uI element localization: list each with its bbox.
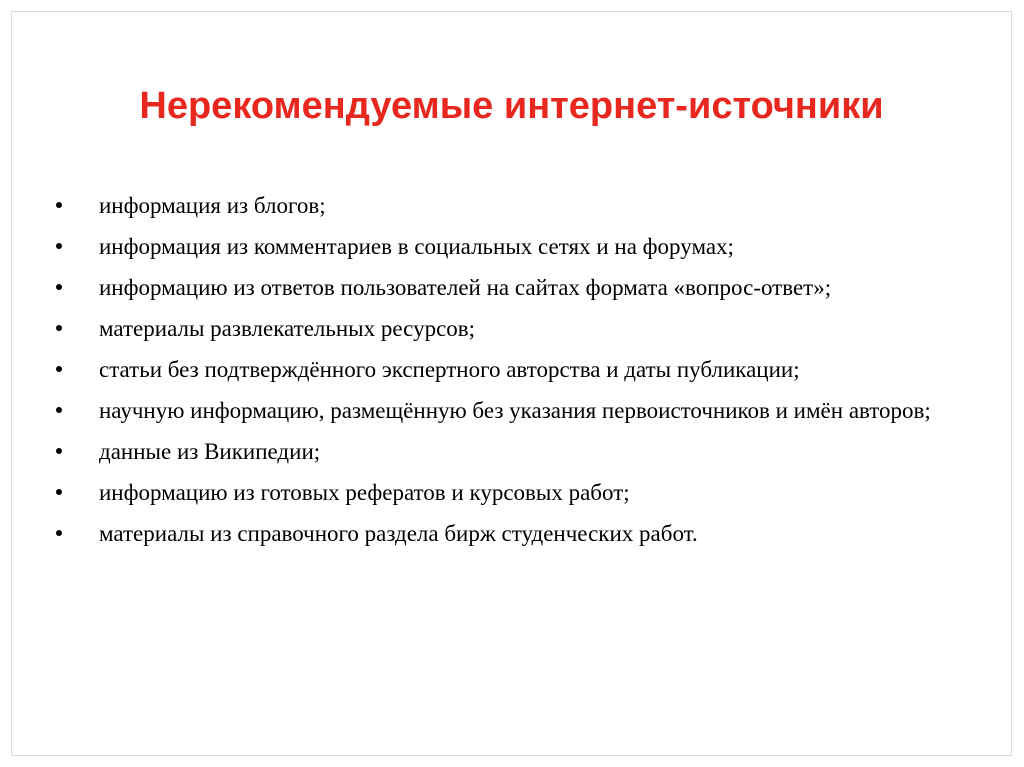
slide-title: Нерекомендуемые интернет-источники	[139, 85, 884, 127]
list-item-text: научную информацию, размещённую без указания первоисточников и имён авторов;	[99, 398, 931, 423]
list-item	[54, 518, 978, 549]
list-item-text: информацию из ответов пользователей на сайтах формата «вопрос-ответ»;	[99, 275, 832, 300]
list-item-text: данные из Википедии;	[99, 439, 321, 464]
list-item	[54, 436, 978, 467]
bullet-dot-icon	[56, 243, 62, 249]
list-item	[54, 313, 978, 344]
bullet-dot-icon	[56, 448, 62, 454]
bullet-dot-icon	[56, 284, 62, 290]
list-item	[54, 477, 978, 508]
bullet-dot-icon	[56, 489, 62, 495]
list-item-text: статьи без подтверждённого экспертного авторства и даты публикации;	[99, 357, 800, 382]
list-item	[54, 190, 978, 221]
list-item-text: информация из комментариев в социальных сетях и на форумах;	[99, 234, 734, 259]
list-item-text: информацию из готовых рефератов и курсовых работ;	[99, 480, 630, 505]
bullet-dot-icon	[56, 407, 62, 413]
slide	[11, 11, 1012, 756]
list-item	[54, 231, 978, 262]
list-item-text: информация из блогов;	[99, 193, 326, 218]
list-item-text: материалы развлекательных ресурсов;	[99, 316, 476, 341]
bullet-dot-icon	[56, 202, 62, 208]
list-item	[54, 395, 978, 426]
bullet-list	[54, 190, 978, 559]
list-item	[54, 354, 978, 385]
bullet-dot-icon	[56, 325, 62, 331]
list-item	[54, 272, 978, 303]
bullet-dot-icon	[56, 530, 62, 536]
list-item-text: материалы из справочного раздела бирж студенческих работ.	[99, 521, 698, 546]
bullet-dot-icon	[56, 366, 62, 372]
